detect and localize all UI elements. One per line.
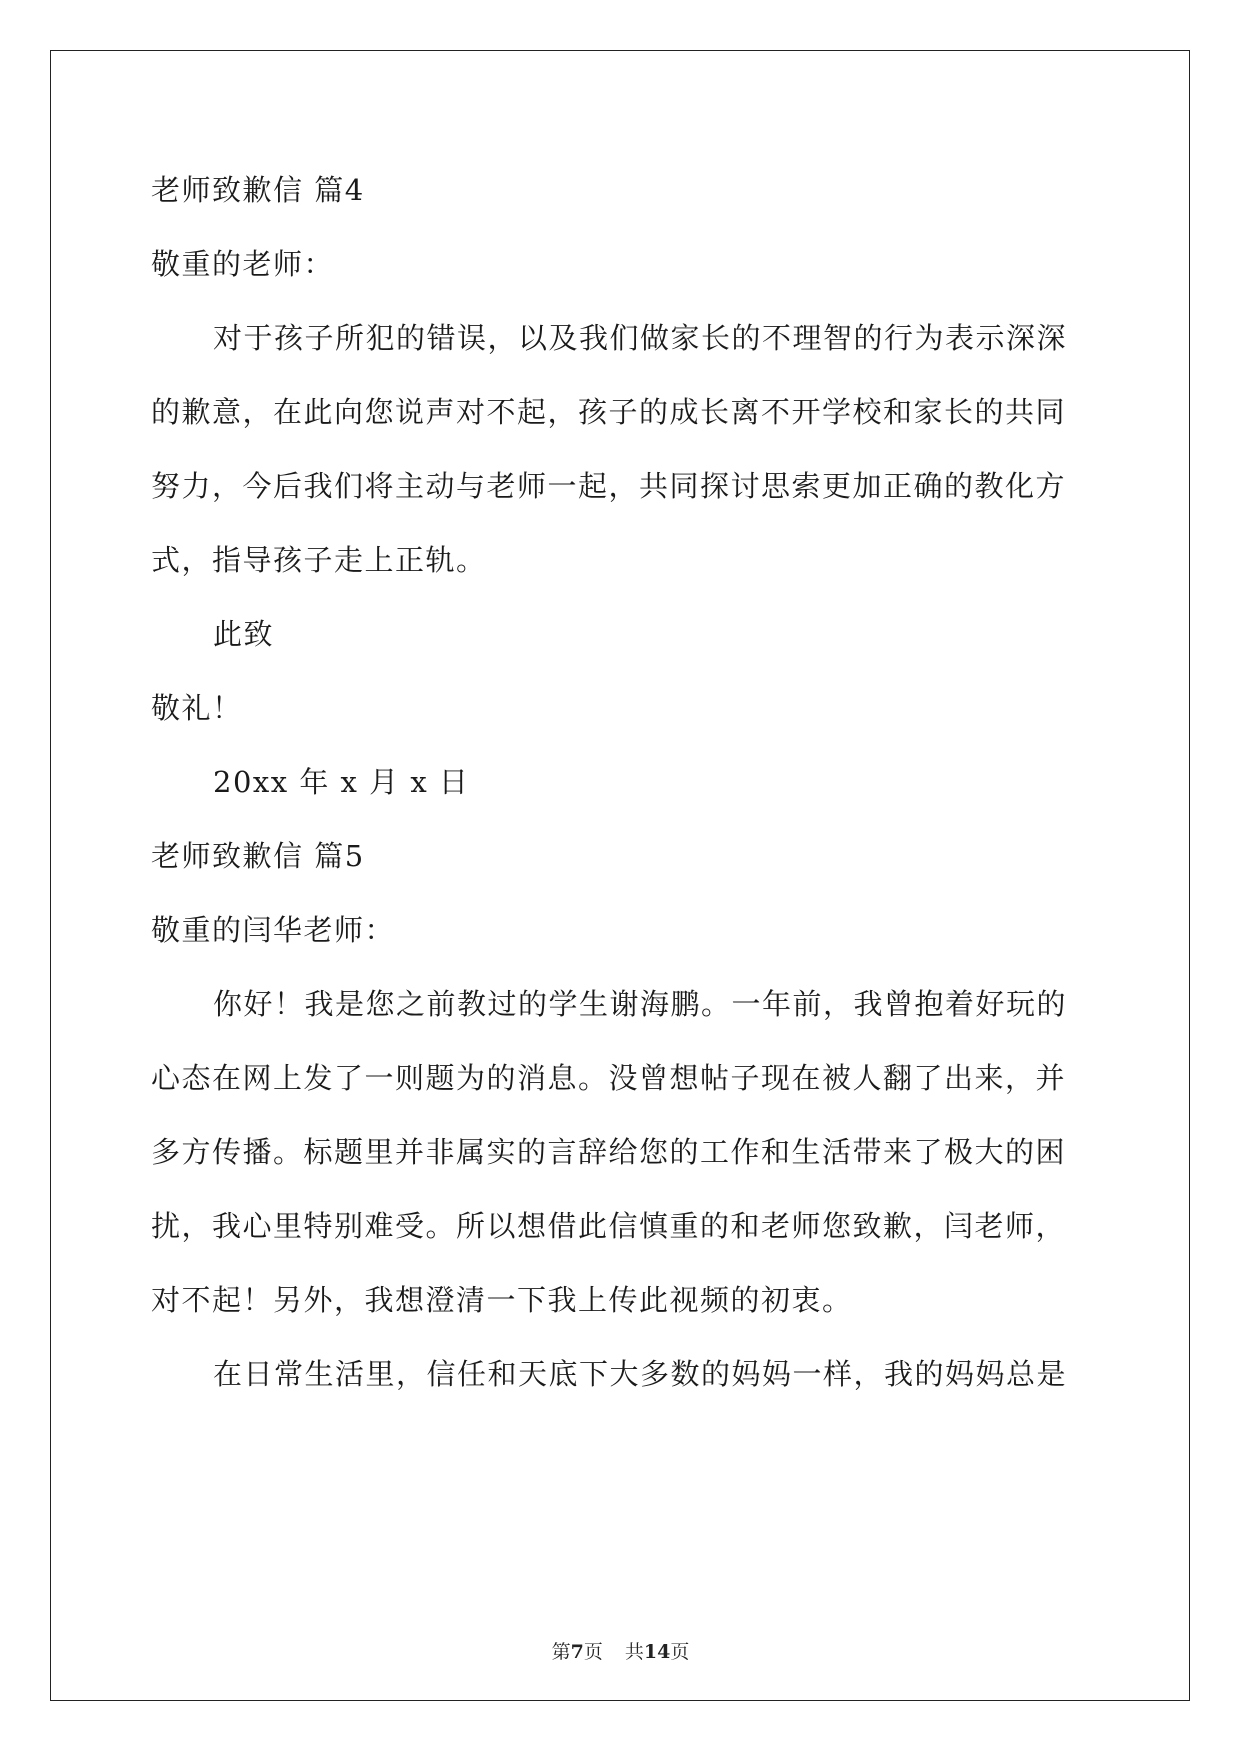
paragraph-line: 努力，今后我们将主动与老师一起，共同探讨思索更加正确的教化方 <box>151 469 1067 503</box>
paragraph-line: 心态在网上发了一则题为的消息。没曾想帖子现在被人翻了出来，并 <box>151 1061 1067 1095</box>
salutation: 敬重的老师： <box>151 247 335 281</box>
paragraph-line: 的歉意，在此向您说声对不起，孩子的成长离不开学校和家长的共同 <box>151 395 1067 429</box>
closing-phrase: 此致 <box>213 617 275 651</box>
paragraph-line: 在日常生活里，信任和天底下大多数的妈妈一样，我的妈妈总是 <box>213 1357 1068 1391</box>
page-label-prefix: 第 <box>551 1641 571 1663</box>
section-heading-5: 老师致歉信 篇5 <box>151 839 365 873</box>
paragraph-line: 式，指导孩子走上正轨。 <box>151 543 487 577</box>
paragraph-line: 你好！我是您之前教过的学生谢海鹏。一年前，我曾抱着好玩的 <box>213 987 1068 1021</box>
date-line: 20xx 年 x 月 x 日 <box>213 765 470 799</box>
paragraph-line: 扰，我心里特别难受。所以想借此信慎重的和老师您致歉，闫老师， <box>151 1209 1067 1243</box>
paragraph-line: 对不起！另外，我想澄清一下我上传此视频的初衷。 <box>151 1283 853 1317</box>
page-total: 14 <box>643 1641 671 1663</box>
salutation: 敬重的闫华老师： <box>151 913 396 947</box>
section-heading-4: 老师致歉信 篇4 <box>151 173 365 207</box>
total-label-prefix: 共 <box>624 1641 644 1663</box>
paragraph-line: 对于孩子所犯的错误，以及我们做家长的不理智的行为表示深深 <box>213 321 1068 355</box>
total-label-suffix: 页 <box>670 1641 690 1663</box>
page-number: 7 <box>570 1641 584 1663</box>
closing-salute: 敬礼！ <box>151 691 243 725</box>
paragraph-line: 多方传播。标题里并非属实的言辞给您的工作和生活带来了极大的困 <box>151 1135 1067 1169</box>
page-border <box>50 50 1190 1701</box>
page-label-suffix: 页 <box>583 1641 603 1663</box>
page-footer <box>0 1637 1241 1664</box>
